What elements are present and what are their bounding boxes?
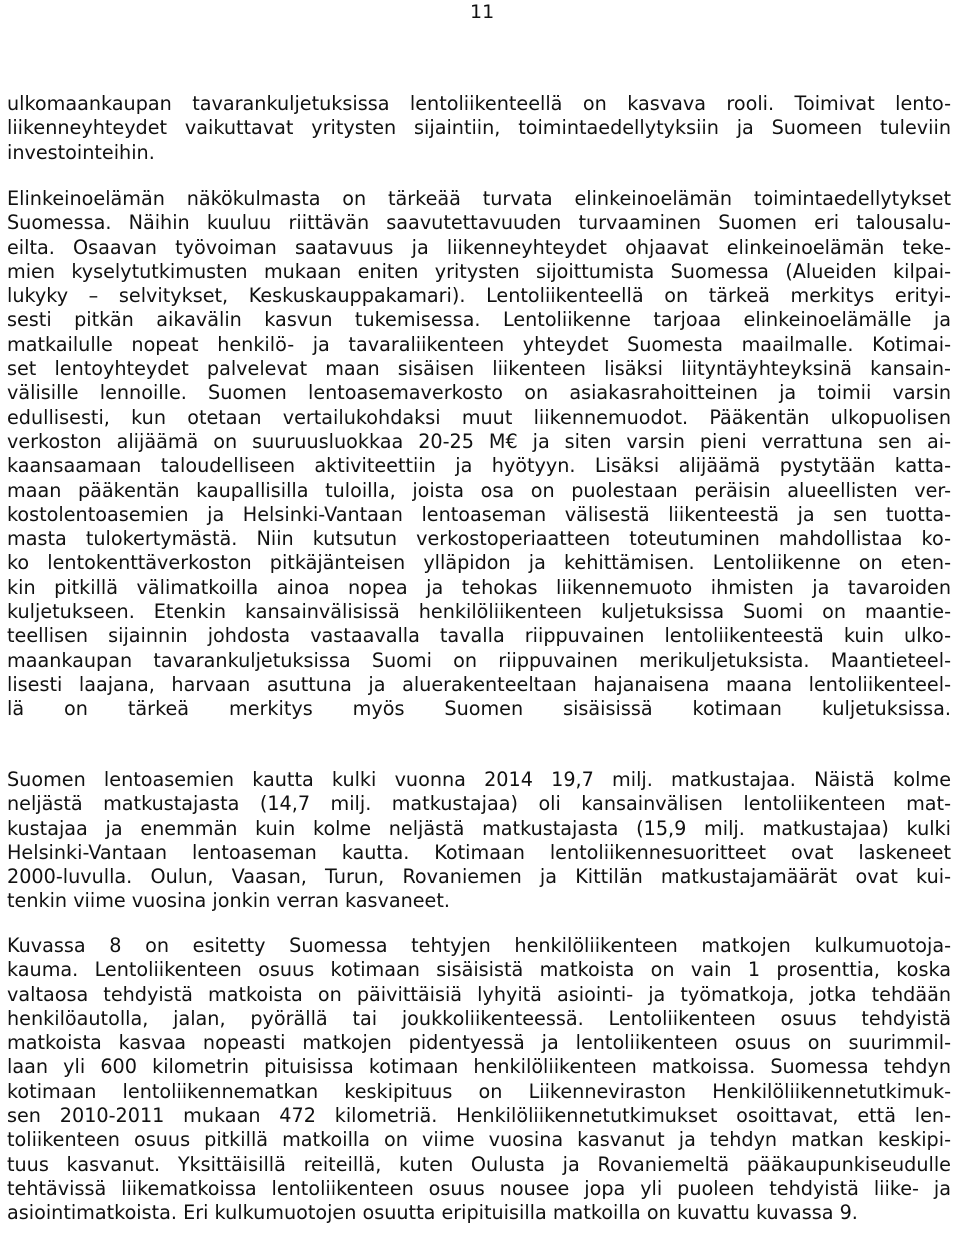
paragraph-line: Kuvassa 8 on esitetty Suomessa tehtyjen henkilöliikenteen matkojen kulkumuotoja- xyxy=(7,934,951,957)
paragraph-3 xyxy=(7,768,951,914)
paragraph-line: kostolentoasemien ja Helsinki-Vantaan lentoaseman välisestä liikenteestä ja sen tuotta- xyxy=(7,502,951,526)
paragraph-line: tuus kasvanut. Yksittäisillä reiteillä, kuten Oulusta ja Rovaniemeltä pääkaupunkiseudulle xyxy=(7,1152,951,1176)
paragraph-line: tehtävissä liikematkoissa lentoliikenteen osuus nousee jopa yli puoleen tehdyistä liike- ja xyxy=(7,1176,951,1200)
paragraph-line: kaansaamaan taloudelliseen aktiviteettiin ja hyötyyn. Lisäksi alijäämä pystytään katta- xyxy=(7,454,951,478)
paragraph-line: lukyky – selvitykset, Keskuskauppakamari). Lentoliikenteellä on tärkeä merkitys erityi- xyxy=(7,284,951,308)
paragraph-line: asiointimatkoista. Eri kulkumuotojen osuutta eripituisilla matkoilla on kuvattu kuvassa 9. xyxy=(7,1201,858,1225)
paragraph-line: matkoista kasvaa nopeasti matkojen pidentyessä ja lentoliikenteen osuus on suurimmil- xyxy=(7,1031,951,1055)
paragraph-line: teellisen sijainnin johdosta vastaavalla tavalla riippuvainen lentoliikenteestä kuin ulko- xyxy=(7,624,951,648)
paragraph-line: laan yli 600 kilometrin pituisissa kotimaan henkilöliikenteen matkoissa. Suomessa tehdyn xyxy=(7,1055,951,1079)
paragraph-line: Suomen lentoasemien kautta kulki vuonna 2014 19,7 milj. matkustajaa. Näistä kolme xyxy=(7,768,951,791)
paragraph-line: tenkin viime vuosina jonkin verran kasvaneet. xyxy=(7,889,450,913)
paragraph-line: eilta. Osaavan työvoiman saatavuus ja liikenneyhteydet ohjaavat elinkeinoelämän teke- xyxy=(7,235,951,259)
paragraph-4 xyxy=(7,934,951,1226)
paragraph-line: kotimaan lentoliikennematkan keskipituus on Liikenneviraston Henkilöliikennetutkimuk- xyxy=(7,1079,951,1103)
paragraph-line: kin pitkillä välimatkoilla ainoa nopea ja tehokas liikennemuoto ihmisten ja tavaroiden xyxy=(7,575,951,599)
paragraph-line: toliikenteen osuus pitkillä matkoilla on viime vuosina kasvanut ja tehdyn matkan keskipi- xyxy=(7,1128,951,1152)
paragraph-line: 2000-luvulla. Oulun, Vaasan, Turun, Rovaniemen ja Kittilän matkustajamäärät ovat kui- xyxy=(7,865,951,889)
paragraph-line: ko lentokenttäverkoston pitkäjänteisen ylläpidon ja kehittämisen. Lentoliikenne on eten- xyxy=(7,551,951,575)
paragraph-line: investointeihin. xyxy=(7,140,155,164)
paragraph-line: set lentoyhteydet palvelevat maan sisäisen liikenteen lisäksi liityntäyhteyksinä kansain- xyxy=(7,357,951,381)
paragraph-line: mien kyselytutkimusten mukaan eniten yritysten sijoittumista Suomessa (Alueiden kilpai- xyxy=(7,259,951,283)
paragraph-line: Elinkeinoelämän näkökulmasta on tärkeää turvata elinkeinoelämän toimintaedellytykset xyxy=(7,187,951,210)
paragraph-line: maankaupan tavarankuljetuksissa Suomi on riippuvainen merikuljetuksista. Maantieteel- xyxy=(7,648,951,672)
paragraph-line: Helsinki-Vantaan lentoaseman kautta. Kotimaan lentoliikennesuoritteet ovat laskeneet xyxy=(7,840,951,864)
paragraph-line: välisille lennoille. Suomen lentoasemaverkosto on asiakasrahoitteinen ja toimii varsin xyxy=(7,381,951,405)
paragraph-line: edullisesti, kun otetaan vertailukohdaksi muut liikennemuodot. Pääkentän ulkopuolisen xyxy=(7,405,951,429)
paragraph-line: henkilöautolla, jalan, pyörällä tai joukkoliikenteessä. Lentoliikenteen osuus tehdyistä xyxy=(7,1006,951,1030)
paragraph-line: sen 2010-2011 mukaan 472 kilometriä. Henkilöliikennetutkimukset osoittavat, että len- xyxy=(7,1104,951,1128)
paragraph-line: kustajaa ja enemmän kuin kolme neljästä matkustajasta (15,9 milj. matkustajaa) kulki xyxy=(7,816,951,840)
paragraph-line: neljästä matkustajasta (14,7 milj. matkustajaa) oli kansainvälisen lentoliikenteen mat- xyxy=(7,792,951,816)
paragraph-line: lisesti laajana, harvaan asuttuna ja aluerakenteeltaan hajanaisena maana lentoliikenteel- xyxy=(7,672,951,696)
paragraph-line: kuljetukseen. Etenkin kansainvälisissä henkilöliikenteen kuljetuksissa Suomi on maantie- xyxy=(7,600,951,624)
paragraph-line: ulkomaankaupan tavarankuljetuksissa lentoliikenteellä on kasvava rooli. Toimivat lento- xyxy=(7,92,951,115)
paragraph-line: verkoston alijäämä on suuruusluokkaa 20-25 M€ ja siten varsin pieni verrattuna sen ai- xyxy=(7,429,951,453)
paragraph-line: kauma. Lentoliikenteen osuus kotimaan sisäisistä matkoista on vain 1 prosenttia, koska xyxy=(7,958,951,982)
paragraph-line: sesti pitkän aikavälin kasvun tukemisessa. Lentoliikenne tarjoaa elinkeinoelämälle ja xyxy=(7,308,951,332)
paragraph-line: valtaosa tehdyistä matkoista on päivittäisiä lyhyitä asiointi- ja työmatkoja, jotka tehdään xyxy=(7,982,951,1006)
paragraph-1 xyxy=(7,92,951,165)
paragraph-line: matkailulle nopeat henkilö- ja tavaraliikenteen yhteydet Suomesta maailmalle. Kotimai- xyxy=(7,332,951,356)
page-number: 11 xyxy=(470,1,495,23)
paragraph-line: maan pääkentän kaupallisilla tuloilla, joista osa on puolestaan peräisin alueellisten ver- xyxy=(7,478,951,502)
paragraph-line: Suomessa. Näihin kuuluu riittävän saavutettavuuden turvaaminen Suomen eri talousalu- xyxy=(7,211,951,235)
paragraph-line: lä on tärkeä merkitys myös Suomen sisäisissä kotimaan kuljetuksissa. xyxy=(7,697,951,721)
paragraph-2 xyxy=(7,187,951,722)
paragraph-line: masta tulokertymästä. Niin kutsutun verkostoperiaatteen toteutuminen mahdollistaa ko- xyxy=(7,527,951,551)
paragraph-line: liikenneyhteydet vaikuttavat yritysten sijaintiin, toimintaedellytyksiin ja Suomeen tuleviin xyxy=(7,116,951,140)
